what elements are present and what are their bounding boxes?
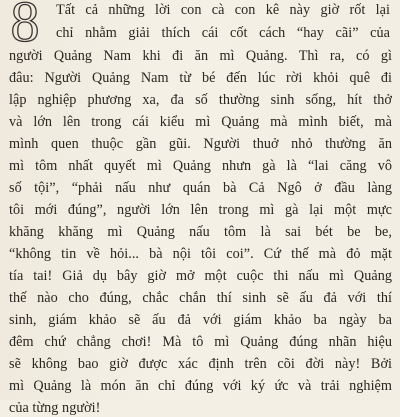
- paragraph-line: đâu: Người Quảng Nam từ bé đến lúc rời khỏi quê đi: [9, 70, 392, 86]
- paragraph-line: tía tai! Giả dụ bây giờ mở một cuộc thi nấu mì Quảng: [9, 268, 392, 284]
- paragraph-line: chỉ nhằm giải thích cái cốt cách “hay cãi” của: [56, 25, 390, 41]
- paragraph-line: đêm chứ chẳng chơi! Mà tô mì Quảng đúng nhãn hiệu: [9, 334, 392, 350]
- paragraph-line: “không tin về hỏi... bà nội tôi coi”. Cứ thế mà đỏ mặt: [9, 246, 392, 262]
- paragraph-line: tôi mới đúng”, người lớn lên trong mì gà lại một mực: [9, 202, 392, 218]
- paragraph-line-last: của từng người!: [9, 400, 101, 416]
- paragraph-line: thế nào cho đúng, chắc chắn thí sinh sẽ ấu đả với thí: [9, 290, 392, 306]
- paragraph-line: lập nghiệp phương xa, đa số thường sinh sống, hít thở: [9, 92, 392, 108]
- paragraph-line: số tội”, “phải nấu như quán bà Cả Ngô ở đầu làng: [9, 180, 392, 196]
- paragraph-line: mì Quảng là món ăn chỉ đúng với ký ức và trải nghiệm: [9, 378, 392, 394]
- paragraph-line: sẽ không bao giờ được xác định trên cõi đời này! Bởi: [9, 356, 392, 372]
- paragraph-line: Tất cả những lời con cà con kê này giờ rốt lại: [56, 2, 390, 18]
- paragraph-line: sinh, giám khảo sẽ ấu đả với giám khảo ba ngày ba: [9, 312, 392, 328]
- paragraph-line: mình quen thuộc gần gũi. Người thuở nhỏ thường ăn: [9, 136, 392, 152]
- paragraph-line: và lớn lên trong cái kiểu mì Quảng mà mình biết, mà: [9, 114, 392, 130]
- drop-cap-numeral: 8: [10, 0, 40, 54]
- paragraph-line: mì tôm nhất quyết mì Quảng nhưn gà là “lai căng vô: [9, 158, 392, 174]
- paragraph-line: khăng khăng mì Quảng nấu tôm là sai bét be be,: [9, 224, 392, 240]
- paragraph-line: người Quảng Nam khi đi ăn mì Quảng. Thì ra, có gì: [9, 48, 392, 64]
